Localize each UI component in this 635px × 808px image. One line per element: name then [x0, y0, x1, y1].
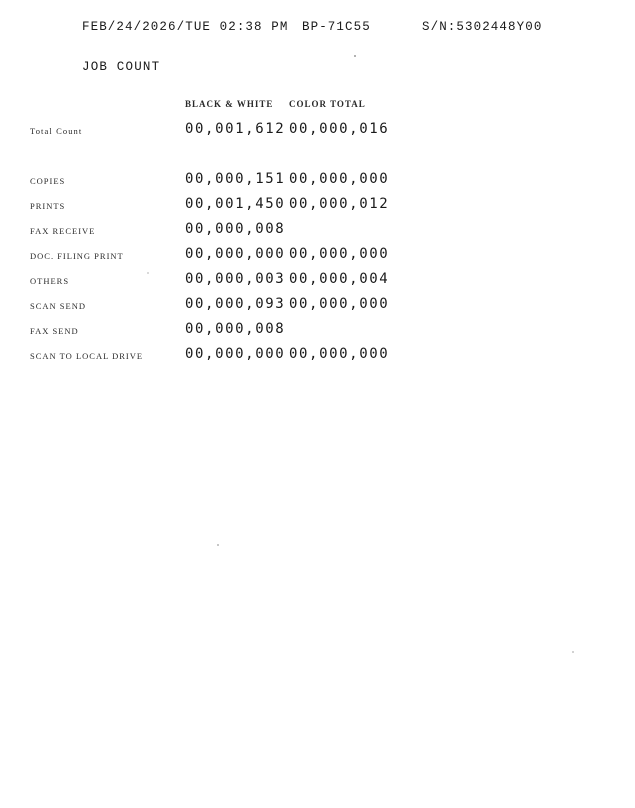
row-label: SCAN TO LOCAL DRIVE	[30, 351, 144, 361]
table-row	[0, 346, 635, 366]
bw-count: 00,000,093	[185, 296, 286, 312]
table-row	[0, 246, 635, 266]
device-model: BP-71C55	[302, 20, 371, 34]
table-row	[0, 196, 635, 216]
column-header-bw: BLACK & WHITE	[185, 99, 274, 109]
row-label: FAX SEND	[30, 326, 79, 336]
bw-count: 00,000,151	[185, 171, 286, 187]
color-count: 00,000,000	[289, 246, 390, 262]
table-row	[0, 271, 635, 291]
row-label: COPIES	[30, 176, 66, 186]
row-label: DOC. FILING PRINT	[30, 251, 124, 261]
table-row	[0, 321, 635, 341]
bw-count: 00,000,003	[185, 271, 286, 287]
table-row	[0, 296, 635, 316]
bw-count: 00,001,612	[185, 121, 286, 137]
column-header-color: COLOR TOTAL	[289, 99, 366, 109]
serial-number: S/N:5302448Y00	[422, 20, 543, 34]
color-count: 00,000,012	[289, 196, 390, 212]
table-row	[0, 171, 635, 191]
report-header	[0, 20, 635, 40]
bw-count: 00,001,450	[185, 196, 286, 212]
scan-speck	[217, 544, 219, 546]
row-label: FAX RECEIVE	[30, 226, 96, 236]
color-count: 00,000,000	[289, 171, 390, 187]
row-label: Total Count	[30, 126, 83, 136]
bw-count: 00,000,000	[185, 246, 286, 262]
total-count-row	[0, 121, 635, 141]
report-datetime: FEB/24/2026/TUE 02:38 PM	[82, 20, 289, 34]
color-count: 00,000,000	[289, 346, 390, 362]
scan-speck	[354, 55, 356, 57]
color-count: 00,000,004	[289, 271, 390, 287]
bw-count: 00,000,008	[185, 221, 286, 237]
row-label: SCAN SEND	[30, 301, 86, 311]
table-row	[0, 221, 635, 241]
bw-count: 00,000,000	[185, 346, 286, 362]
scan-speck	[572, 651, 574, 653]
bw-count: 00,000,008	[185, 321, 286, 337]
scan-speck	[147, 272, 149, 274]
color-count: 00,000,016	[289, 121, 390, 137]
report-title: JOB COUNT	[82, 60, 161, 74]
row-label: PRINTS	[30, 201, 66, 211]
color-count: 00,000,000	[289, 296, 390, 312]
row-label: OTHERS	[30, 276, 70, 286]
